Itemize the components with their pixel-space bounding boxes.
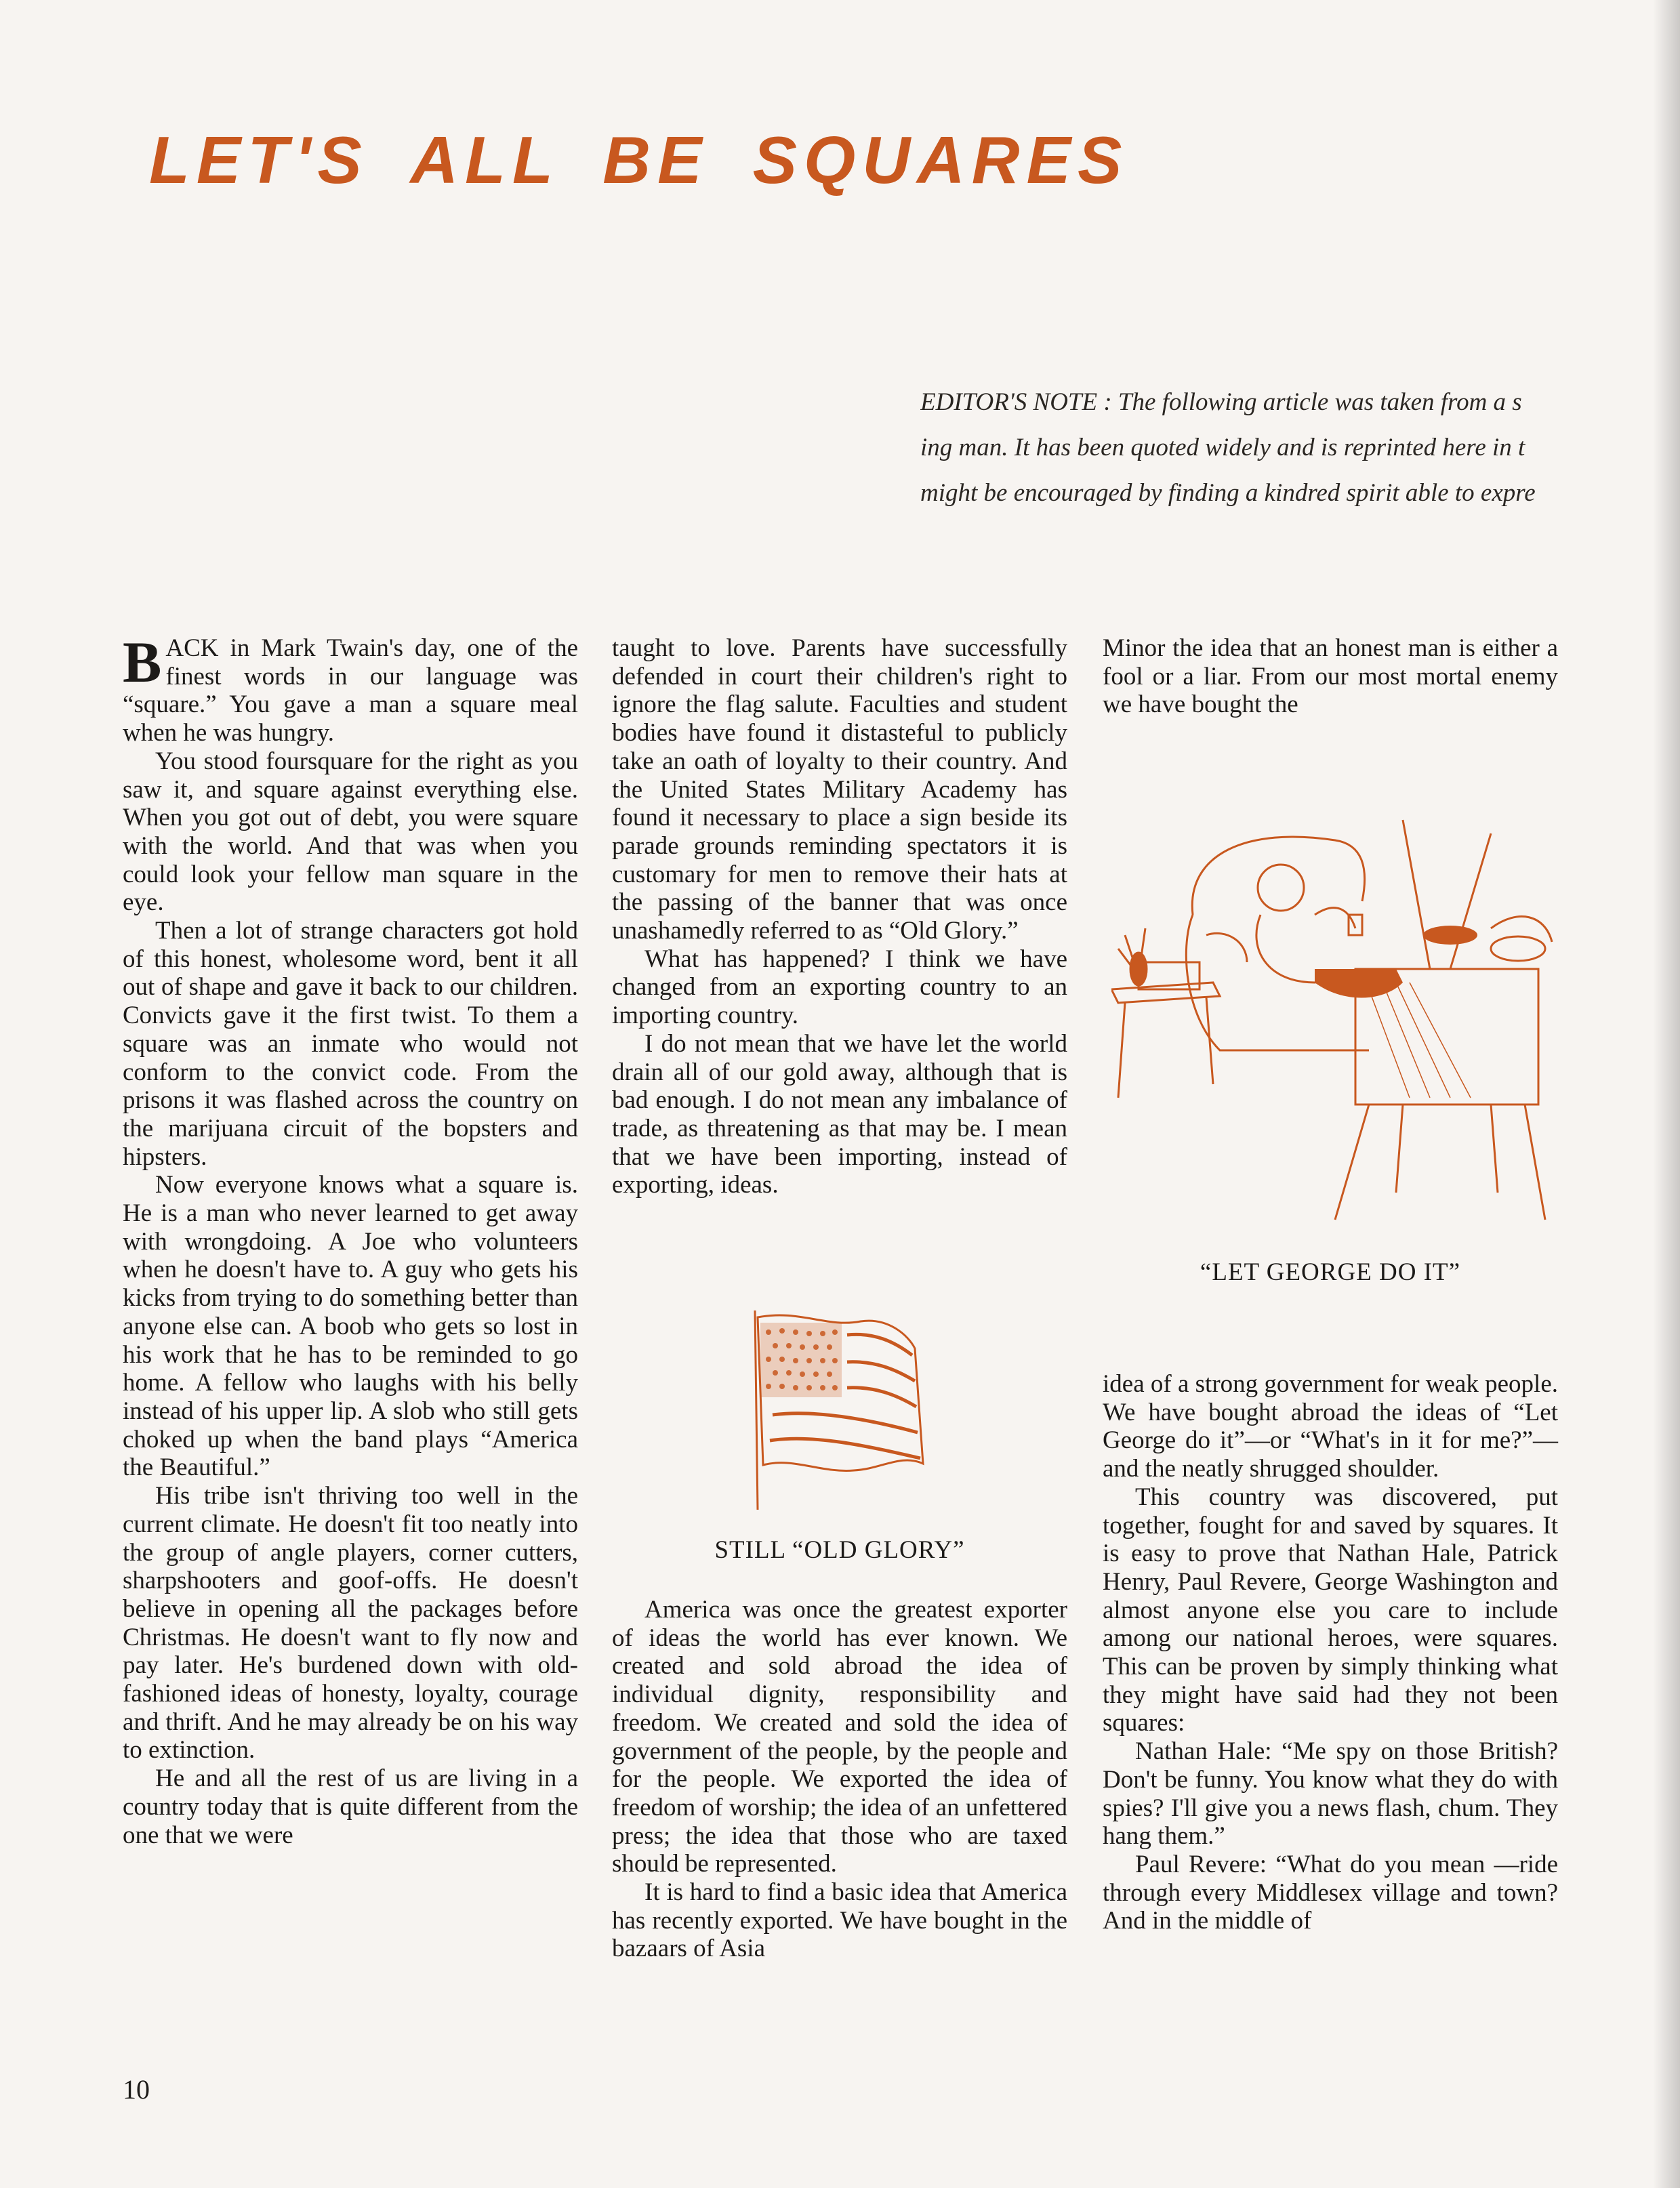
paragraph: America was once the greatest exporter of ideas the world has ever known. We created and sold abroad the idea of individual dignity, responsibility and freedom. We created and sold the idea of government of the people, by the people and for the people. We exported the idea of freedom of worship; the idea of an unfettered press; the idea that those who are taxed should be represented. bbox=[612, 1596, 1067, 1878]
paragraph: His tribe isn't thriving too well in the current climate. He doesn't fit too neatly into the group of angle players, corner cutters, sharpshooters and goof-offs. He doesn't believe in opening all the packages before Christmas. He doesn't want to fly now and pay later. He's burdened down with old-fashioned ideas of honesty, loyalty, courage and thrift. And he may already be on his way to extinction. bbox=[123, 1482, 578, 1764]
flag-caption: STILL “OLD GLORY” bbox=[714, 1536, 965, 1564]
paragraph: It is hard to find a basic idea that America has recently exported. We have bought in the bazaars of Asia bbox=[612, 1878, 1067, 1963]
paragraph: Nathan Hale: “Me spy on those British? Don't be funny. You know what they do with spies? I'll give you a news flash, chum. They hang them.” bbox=[1103, 1737, 1558, 1851]
man-watching-tv-illustration bbox=[1111, 813, 1559, 1247]
paragraph: idea of a strong government for weak people. We have bought abroad the ideas of “Let George do it”—or “What's in it for me?”—and the neatly shrugged shoulder. bbox=[1103, 1370, 1558, 1483]
column-3-continued bbox=[1103, 1370, 1558, 1935]
paragraph: You stood foursquare for the right as you saw it, and square against everything else. When you got out of debt, you were square with the world. And that was when you could look your fellow man square in the eye. bbox=[123, 747, 578, 917]
drop-cap: B bbox=[123, 629, 162, 695]
paragraph: This country was discovered, put together, fought for and saved by squares. It is easy to prove that Nathan Hale, Patrick Henry, Paul Revere, George Washington and almost anyone else you care to include among our national heroes, were squares. This can be proven by simply thinking what they might have said had they not been squares: bbox=[1103, 1483, 1558, 1737]
column-2 bbox=[612, 634, 1067, 1199]
editors-note-line: ing man. It has been quoted widely and is reprinted here in t bbox=[920, 434, 1525, 461]
paragraph: Now everyone knows what a square is. He is a man who never learned to get away with wrongdoing. A Joe who volunteers when he doesn't have to. A guy who gets his kicks from trying to do something better than anyone else can. A boob who gets so lost in his work that he has to be reminded to go home. A fellow who laughs with his belly instead of his upper lip. A slob who still gets choked up when the band plays “America the Beautiful.” bbox=[123, 1171, 578, 1482]
flag-pole bbox=[755, 1310, 758, 1510]
column-3 bbox=[1103, 634, 1558, 719]
antenna-left bbox=[1403, 820, 1430, 969]
tv-plant bbox=[1491, 917, 1552, 942]
armchair-back bbox=[1192, 837, 1364, 915]
page-edge-shadow bbox=[1653, 0, 1680, 2188]
paragraph: BACK in Mark Twain's day, one of the finest words in our language was “square.” You gave a man a square meal when he was hungry. bbox=[123, 629, 578, 747]
column-2-continued bbox=[612, 1596, 1067, 1963]
paragraph: What has happened? I think we have changed from an exporting country to an importing country. bbox=[612, 945, 1067, 1030]
side-table-top bbox=[1111, 983, 1220, 1003]
tv-caption: “LET GEORGE DO IT” bbox=[1200, 1258, 1461, 1286]
american-flag-illustration bbox=[745, 1308, 935, 1511]
antenna-right bbox=[1450, 833, 1491, 969]
editors-note-line: might be encouraged by finding a kindred spirit able to expre bbox=[920, 479, 1536, 507]
paragraph: taught to love. Parents have successfully defended in court their children's right to ignore the flag salute. Faculties and student bodies have found it distasteful to publicly take an oath of loyalty to their country. And the United States Military Academy has found it necessary to place a sign beside its parade grounds reminding spectators it is customary for men to remove their hats at the passing of the banner that was once unashamedly referred to as “Old Glory.” bbox=[612, 634, 1067, 945]
column-1 bbox=[123, 629, 578, 1849]
tv-lamp bbox=[1423, 926, 1477, 945]
flag-stars bbox=[760, 1323, 842, 1397]
paragraph: Paul Revere: “What do you mean —ride through every Middlesex village and town? And in the middle of bbox=[1103, 1850, 1558, 1935]
editors-note bbox=[920, 379, 1680, 516]
man-trousers bbox=[1315, 969, 1403, 998]
paragraph: He and all the rest of us are living in a country today that is quite different from the one that we were bbox=[123, 1764, 578, 1849]
paragraph: Then a lot of strange characters got hold of this honest, wholesome word, bent it all out of shape and gave it back to our children. Convicts gave it the first twist. To them a square was an inmate who would not conform to the convict code. From the prisons it was flashed across the country on the marijuana circuit of the bopsters and hipsters. bbox=[123, 917, 578, 1171]
paragraph: Minor the idea that an honest man is either a fool or a liar. From our most mortal enemy we have bought the bbox=[1103, 634, 1558, 719]
page-number: 10 bbox=[123, 2074, 150, 2105]
editors-note-line: EDITOR'S NOTE : The following article was taken from a s bbox=[920, 388, 1522, 416]
paragraph: I do not mean that we have let the world drain all of our gold away, although that is bad enough. I do not mean any imbalance of trade, as threatening as that may be. I mean that we have been importing, instead of exporting, ideas. bbox=[612, 1029, 1067, 1199]
article-title: LET'S ALL BE SQUARES bbox=[149, 123, 1129, 197]
man-head bbox=[1258, 865, 1304, 911]
